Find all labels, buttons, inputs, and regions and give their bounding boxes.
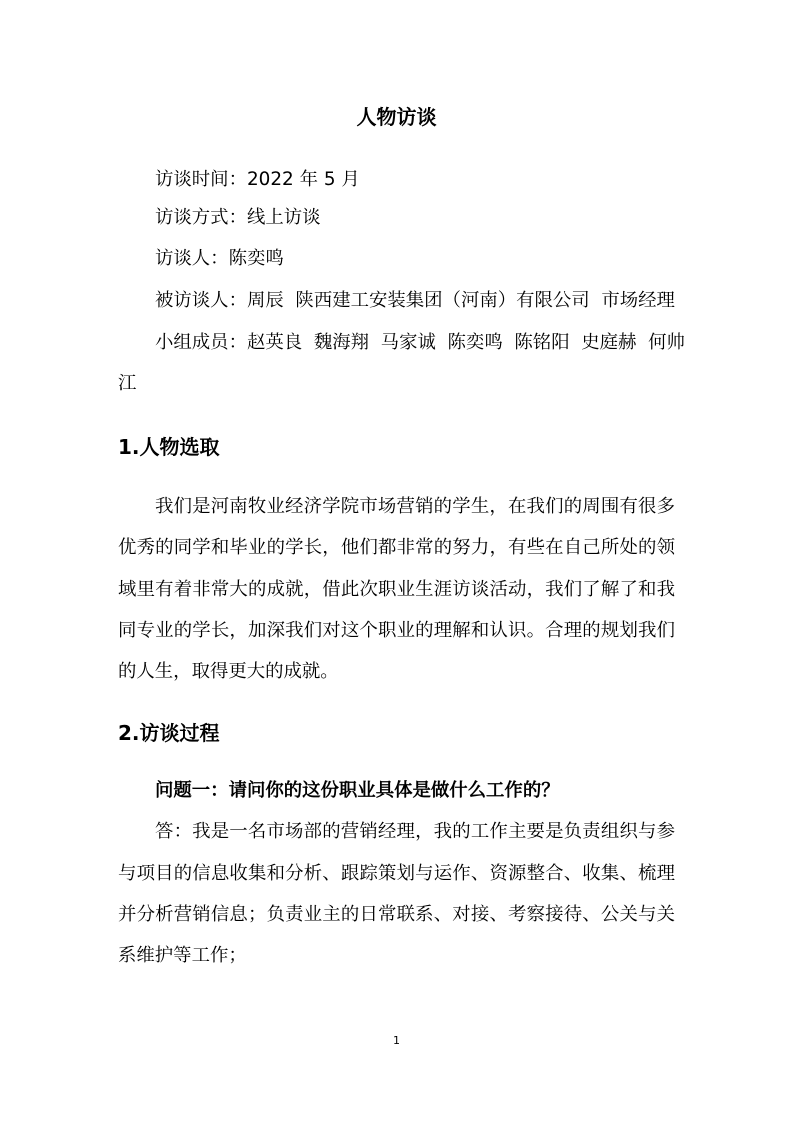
group-members-cont: 江 [118,373,137,394]
question-1: 问题一：请问你的这份职业具体是做什么工作的？ [155,780,560,801]
section-heading-2: 2.访谈过程 [118,721,220,745]
answer-line: 答：我是一名市场部的营销经理，我的工作主要是负责组织与参 [155,821,675,842]
paragraph-line: 同专业的学长，加深我们对这个职业的理解和认识。合理的规划我们 [118,620,675,641]
page-title: 人物访谈 [356,105,437,129]
interviewee: 被访谈人：周辰 陕西建工安装集团（河南）有限公司 市场经理 [155,290,675,311]
answer-line: 并分析营销信息；负责业主的日常联系、对接、考察接待、公关与关 [118,904,675,925]
answer-line: 与项目的信息收集和分析、跟踪策划与运作、资源整合、收集、梳理 [118,863,675,884]
interviewer: 访谈人：陈奕鸣 [155,248,284,269]
section-heading-1: 1.人物选取 [118,435,220,459]
answer-line: 系维护等工作； [118,945,247,966]
paragraph-line: 优秀的同学和毕业的学长，他们都非常的努力，有些在自己所处的领 [118,537,675,558]
paragraph-line: 域里有着非常大的成就，借此次职业生涯访谈活动，我们了解了和我 [118,579,675,600]
interview-time: 访谈时间：2022 年 5 月 [155,169,360,190]
interview-method: 访谈方式：线上访谈 [155,207,321,228]
page-number: 1 [393,1034,400,1047]
paragraph-line: 的人生，取得更大的成就。 [118,661,339,682]
group-members: 小组成员：赵英良 魏海翔 马家诚 陈奕鸣 陈铭阳 史庭赫 何帅 [155,332,685,353]
paragraph-line: 我们是河南牧业经济学院市场营销的学生，在我们的周围有很多 [155,496,675,517]
